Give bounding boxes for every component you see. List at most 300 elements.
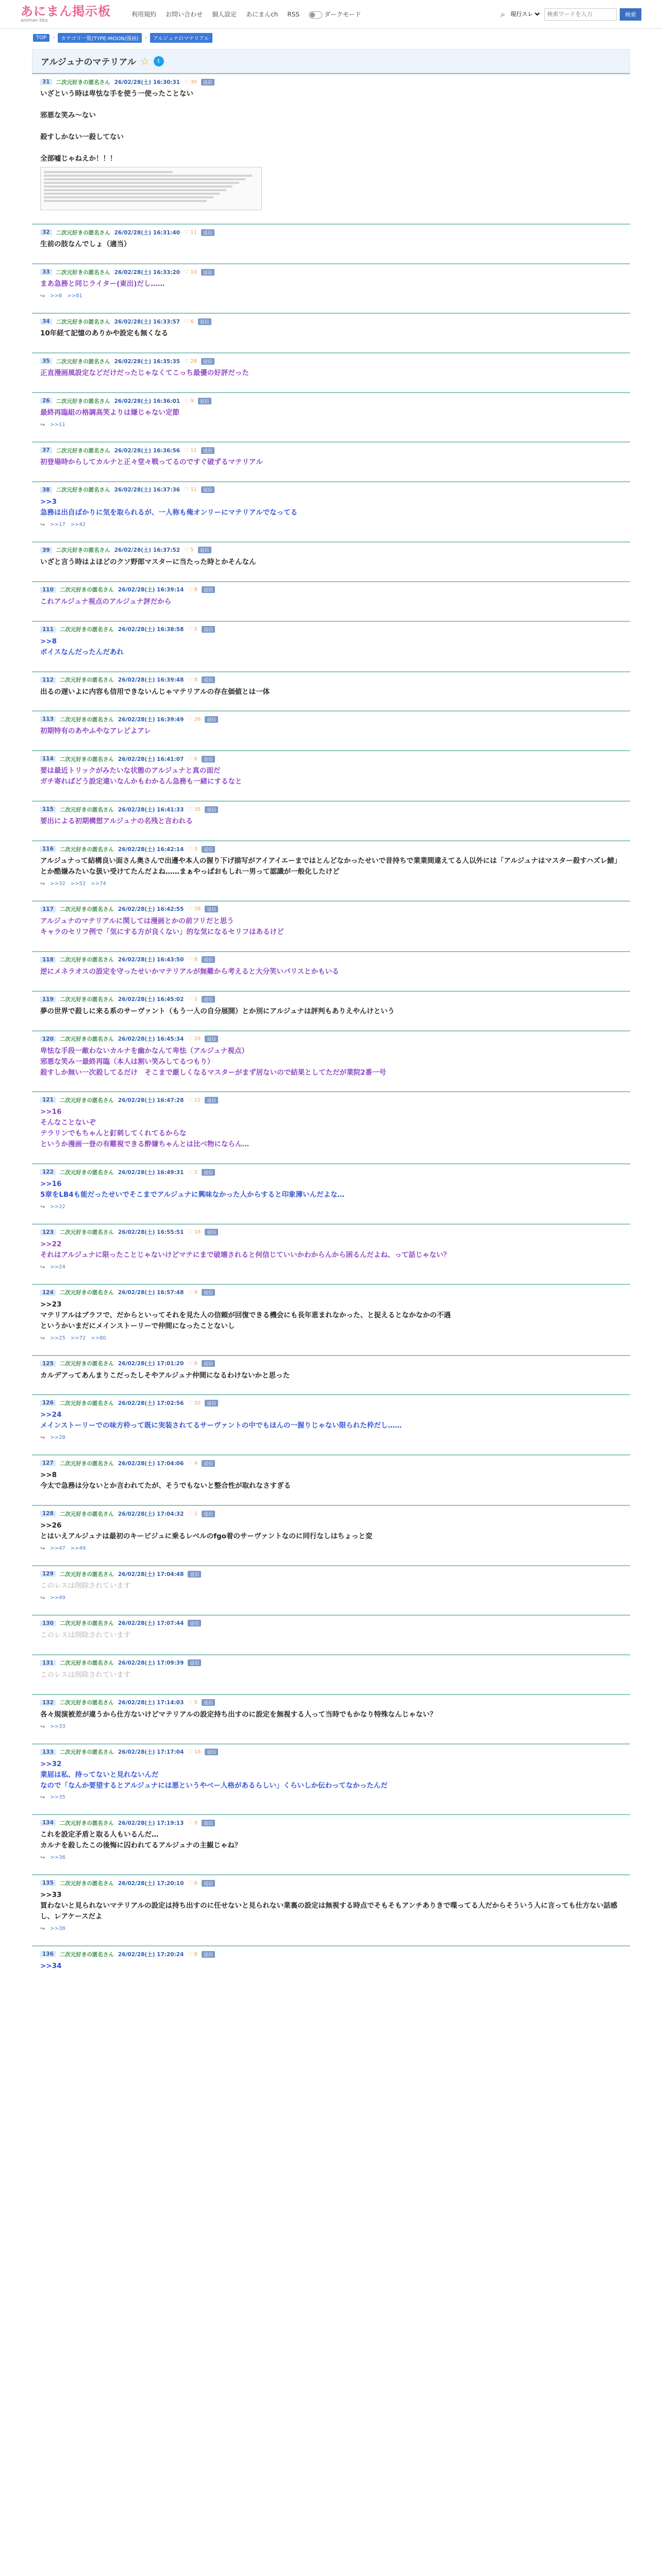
post — [32, 1284, 630, 1355]
post — [32, 1694, 630, 1743]
post-author: 二次元好きの匿名さん — [59, 1361, 114, 1367]
post-number[interactable]: 34 — [40, 318, 52, 325]
post-author: 二次元好きの匿名さん — [59, 846, 114, 853]
reply-button[interactable]: 返信 — [201, 358, 214, 365]
post-date: 26/02/28(土) 17:17:04 — [118, 1749, 184, 1756]
reply-anchor[interactable]: >>8 — [50, 293, 62, 299]
reply-button[interactable]: 返信 — [202, 1951, 215, 1958]
reply-button[interactable]: 返信 — [198, 318, 211, 325]
reply-button[interactable]: 返信 — [201, 79, 214, 86]
reply-anchor[interactable]: >>35 — [50, 1794, 65, 1801]
logo-main: あにまん掲示板 — [21, 4, 111, 19]
post-date: 26/02/28(土) 17:20:24 — [118, 1951, 184, 1958]
share-icon[interactable]: ↪ — [40, 1434, 45, 1442]
post — [32, 1355, 630, 1395]
post-replies — [40, 293, 622, 299]
breadcrumb-top[interactable]: TOP — [33, 34, 49, 42]
like-count[interactable]: ♡ 9 — [184, 398, 194, 404]
post-header — [40, 396, 622, 405]
post-spacer — [40, 1210, 622, 1219]
like-count[interactable]: ♡ 26 — [188, 716, 201, 722]
reply-button[interactable]: 返信 — [202, 676, 215, 683]
share-icon[interactable]: ↪ — [40, 1594, 45, 1601]
post-body: 出るの遅いよに内容も信用できないんじゃマテリアルの存在価値とは一体 — [40, 687, 270, 696]
breadcrumb-thread[interactable]: アルジュナのマテリアル — [150, 33, 212, 43]
post-body: 10年経て記憶のありかや設定も無くなる — [40, 329, 169, 338]
reply-anchor[interactable]: >>11 — [50, 422, 65, 428]
like-count[interactable]: ♡ 2 — [188, 1169, 197, 1175]
post-number[interactable]: 129 — [40, 1571, 56, 1577]
post-author: 二次元好きの匿名さん — [59, 806, 114, 813]
post — [32, 1091, 630, 1163]
share-icon[interactable]: ↪ — [40, 521, 45, 528]
post-header — [40, 585, 622, 595]
nav-contact[interactable]: お問い合わせ — [166, 11, 203, 18]
post-date: 26/02/28(土) 16:39:14 — [118, 587, 184, 594]
post-body: >>23 マテリアルはブラフで、だからといってそれを見た人の信頼が回復できる機会にも長年恵まれなかった、と捉えるとなかなかの不遇 というかいまだにメインストーリーで仲間になったことないし — [40, 1300, 451, 1330]
reply-button[interactable]: 返信 — [188, 1620, 201, 1626]
post-replies — [40, 1925, 622, 1932]
twitter-icon[interactable]: t — [154, 56, 164, 66]
like-count[interactable]: ♡ 4 — [188, 1460, 197, 1466]
reply-anchor[interactable]: >>22 — [50, 1204, 65, 1210]
like-count[interactable]: ♡ 5 — [184, 547, 194, 553]
post-number[interactable]: 126 — [40, 1400, 56, 1406]
reply-anchor[interactable]: >>24 — [50, 1264, 65, 1270]
post — [32, 581, 630, 621]
reply-button[interactable]: 返信 — [201, 229, 214, 236]
post-body: >>24 メインストーリーでの味方枠って既に実装されてるサーヴァントの中でもほんの一握りじゃない限られた枠だし…… — [40, 1411, 402, 1430]
share-icon[interactable]: ↪ — [40, 1263, 45, 1270]
post-replies — [40, 1434, 622, 1441]
reply-button[interactable]: 返信 — [202, 1289, 215, 1296]
post-body: 生前の肢なんでしょ（適当） — [40, 240, 131, 249]
search-scope-select[interactable] — [508, 10, 541, 18]
post-author: 二次元好きの匿名さん — [56, 229, 110, 236]
post-body: 各々規演被差が違うから仕方ないけどマテリアルの設定持ち出すのに設定を無視する人って当時でもかなり特殊なんじゃない？ — [40, 1710, 437, 1719]
post-header — [40, 1359, 622, 1368]
reply-anchor[interactable]: >>81 — [67, 293, 82, 299]
reply-anchor[interactable]: >>74 — [91, 880, 106, 887]
post — [32, 541, 630, 581]
search-button[interactable]: 検索 — [620, 8, 641, 21]
like-count[interactable]: ♡ 6 — [184, 318, 194, 325]
post-author: 二次元好きの匿名さん — [59, 1097, 114, 1104]
post-author: 二次元好きの匿名さん — [59, 1620, 114, 1627]
post-spacer — [40, 737, 622, 746]
like-count[interactable]: ♡ 35 — [188, 806, 201, 812]
like-count[interactable]: ♡ 8 — [188, 587, 197, 593]
reply-button[interactable]: 返信 — [205, 1036, 218, 1042]
reply-button[interactable]: 返信 — [202, 846, 215, 853]
post-author: 二次元好きの匿名さん — [59, 1700, 114, 1706]
like-count[interactable]: ♡ 9 — [188, 1820, 197, 1826]
post-number[interactable]: 26 — [40, 398, 52, 404]
reply-anchor[interactable]: >>36 — [50, 1855, 65, 1861]
reply-button[interactable]: 返信 — [202, 956, 215, 963]
post-author: 二次元好きの匿名さん — [59, 1169, 114, 1176]
post-author: 二次元好きの匿名さん — [59, 587, 114, 594]
post-spacer — [40, 1552, 622, 1561]
post — [32, 750, 630, 801]
post-author: 二次元好きの匿名さん — [56, 79, 110, 86]
post-number[interactable]: 128 — [40, 1511, 56, 1517]
like-count[interactable]: ♡ 11 — [184, 447, 197, 453]
post-body: 正直漫画風設定などだけだったじゃなくてこっち最優の好評だった — [40, 369, 249, 378]
post-spacer — [40, 1932, 622, 1941]
post — [32, 710, 630, 750]
post-header — [40, 1288, 622, 1297]
post-header — [40, 1748, 622, 1757]
reply-button[interactable]: 返信 — [205, 806, 218, 813]
post-author: 二次元好きの匿名さん — [59, 1951, 114, 1958]
reply-anchor[interactable]: >>49 — [70, 1546, 86, 1552]
post-header — [40, 1228, 622, 1237]
post-number[interactable]: 119 — [40, 996, 56, 1003]
share-icon[interactable]: ↪ — [40, 1925, 45, 1933]
post-spacer — [40, 1972, 622, 1981]
post-number[interactable]: 122 — [40, 1169, 56, 1175]
like-count[interactable]: ♡ 8 — [188, 957, 197, 963]
reply-button[interactable]: 返信 — [205, 1097, 218, 1104]
nav-rss[interactable]: RSS — [287, 10, 300, 18]
reply-button[interactable]: 返信 — [205, 906, 218, 912]
post-header — [40, 1658, 622, 1668]
post — [32, 1743, 630, 1815]
reply-button[interactable]: 返信 — [202, 626, 215, 633]
post-number[interactable]: 31 — [40, 79, 52, 85]
reply-button[interactable]: 返信 — [201, 269, 214, 276]
like-count[interactable]: ♡ 1 — [188, 996, 197, 1003]
post-spacer — [40, 1601, 622, 1611]
post — [32, 1814, 630, 1874]
post-number[interactable]: 121 — [40, 1097, 56, 1103]
post-author: 二次元好きの匿名さん — [56, 318, 110, 325]
search-icon: ⌕ — [501, 9, 505, 19]
post-spacer — [40, 1492, 622, 1501]
post-spacer — [40, 607, 622, 617]
post-date: 26/02/28(土) 17:04:06 — [118, 1460, 184, 1467]
reply-anchor[interactable]: >>72 — [70, 1335, 86, 1341]
reply-anchor[interactable]: >>80 — [91, 1335, 106, 1341]
post-number[interactable]: 37 — [40, 447, 52, 453]
like-count[interactable]: ♡ 5 — [188, 626, 197, 633]
like-count[interactable]: ♡ 8 — [188, 677, 197, 683]
like-count[interactable]: ♡ 11 — [184, 229, 197, 235]
post-header — [40, 317, 622, 326]
like-count[interactable]: ♡ 20 — [188, 1400, 201, 1406]
post-spacer — [40, 1681, 622, 1690]
post — [32, 1874, 630, 1945]
post — [32, 801, 630, 840]
post-spacer — [40, 787, 622, 796]
post-replies — [40, 1794, 622, 1801]
thread-title: アルジュナのマテリアル — [41, 57, 136, 67]
post-date: 26/02/28(土) 17:14:03 — [118, 1700, 184, 1706]
post-author: 二次元好きの匿名さん — [56, 487, 110, 494]
reply-button[interactable]: 返信 — [201, 447, 214, 454]
post-author: 二次元好きの匿名さん — [59, 1749, 114, 1756]
reply-button[interactable]: 返信 — [202, 1880, 215, 1887]
reply-anchor[interactable]: >>25 — [50, 1335, 65, 1341]
reply-button[interactable]: 返信 — [202, 1699, 215, 1706]
post-header — [40, 995, 622, 1004]
share-icon[interactable]: ↪ — [40, 1334, 45, 1342]
post-author: 二次元好きの匿名さん — [59, 1820, 114, 1826]
post-date: 26/02/28(土) 16:42:14 — [118, 846, 184, 853]
toggle-icon — [309, 11, 322, 19]
post-number[interactable]: 133 — [40, 1749, 56, 1755]
post-number[interactable]: 130 — [40, 1620, 56, 1626]
post — [32, 1505, 630, 1565]
post-header — [40, 1878, 622, 1888]
like-count[interactable]: ♡ 8 — [188, 1951, 197, 1957]
post-body: >>34 — [40, 1962, 62, 1971]
post-number[interactable]: 132 — [40, 1700, 56, 1706]
post-spacer — [40, 977, 622, 987]
like-count[interactable]: ♡ 28 — [184, 358, 197, 364]
post-body: いざと言う時はよほどのクソ野郎マスターに当たった時とかそんなん — [40, 557, 256, 566]
post-header — [40, 675, 622, 685]
post-number[interactable]: 118 — [40, 957, 56, 963]
share-icon[interactable]: ↪ — [40, 1203, 45, 1210]
reply-anchor[interactable]: >>42 — [70, 521, 86, 528]
post-header — [40, 955, 622, 964]
post-spacer — [40, 1441, 622, 1450]
post-number[interactable]: 110 — [40, 587, 56, 593]
like-count[interactable]: ♡ 12 — [188, 1097, 201, 1103]
post-number[interactable]: 39 — [40, 547, 52, 553]
dark-mode-toggle[interactable] — [309, 10, 361, 19]
post — [32, 73, 630, 224]
post-author: 二次元好きの匿名さん — [59, 957, 114, 963]
site-header — [0, 0, 662, 29]
reply-anchor[interactable]: >>38 — [50, 1926, 65, 1932]
post-number[interactable]: 112 — [40, 677, 56, 683]
reply-button[interactable]: 返信 — [202, 1169, 215, 1176]
reply-anchor[interactable]: >>32 — [50, 880, 65, 887]
like-count[interactable]: ♡ 3 — [188, 846, 197, 852]
post-body: >>32 業屈は私、持ってないと見れないんだ なので「なんか要望するとアルジュナには悪というやベー人格があるらしい」くらいしか伝わってなかったんだ — [40, 1759, 388, 1790]
post-header — [40, 1459, 622, 1468]
post-header — [40, 1619, 622, 1628]
post-header — [40, 1509, 622, 1518]
post-date: 26/02/28(土) 16:30:31 — [114, 79, 180, 86]
share-icon[interactable]: ↪ — [40, 1854, 45, 1861]
like-count[interactable]: ♡ 11 — [184, 487, 197, 493]
post-header — [40, 1398, 622, 1408]
post-date: 26/02/28(土) 17:07:44 — [118, 1620, 184, 1627]
post — [32, 1654, 630, 1694]
post-body: 初期特有のあやふやなアレどよアレ — [40, 727, 151, 736]
post-date: 26/02/28(土) 16:42:55 — [118, 906, 184, 913]
reply-anchor[interactable]: >>33 — [50, 1723, 65, 1730]
reply-anchor[interactable]: >>28 — [50, 1435, 65, 1441]
post-body: 卑怯な手段一敵わないカルナを幽かなんて卑怯（アルジュナ視点） 邪悪な笑み一最終再臨（本人は割い笑みしてるつもり） 殺すしか無い一次殺してるだけ そこまで厳しくなるマスターがまず居ないので結果としてただが業院2番一号 — [40, 1046, 386, 1077]
post-number[interactable]: 124 — [40, 1290, 56, 1296]
post-number[interactable]: 35 — [40, 358, 52, 364]
reply-button[interactable]: 返信 — [202, 756, 215, 762]
post-replies — [40, 1545, 622, 1552]
reply-anchor[interactable]: >>17 — [50, 521, 65, 528]
post-date: 26/02/28(土) 17:09:39 — [118, 1660, 184, 1667]
post-date: 26/02/28(土) 16:36:56 — [114, 447, 180, 454]
like-count[interactable]: ♡ 10 — [184, 269, 197, 275]
post-spacer — [40, 658, 622, 667]
like-count[interactable]: ♡ 4 — [188, 1290, 197, 1296]
post-number[interactable]: 135 — [40, 1880, 56, 1886]
post-header — [40, 1569, 622, 1579]
nav-settings[interactable]: 個人設定 — [212, 11, 237, 18]
reply-button[interactable]: 返信 — [202, 996, 215, 1003]
post-body: >>16 5章をLB4も能だったせいでそこまでアルジュナに興味なかった人からすると印象薄いんだよな… — [40, 1180, 345, 1199]
post — [32, 1615, 630, 1654]
search-input[interactable] — [544, 8, 617, 21]
reply-button[interactable]: 返信 — [202, 1511, 215, 1517]
post-header — [40, 905, 622, 914]
post-number[interactable]: 38 — [40, 487, 52, 493]
post-header — [40, 1950, 622, 1959]
post-body: このレスは削除されています — [40, 1582, 131, 1590]
post-author: 二次元好きの匿名さん — [56, 269, 110, 276]
post — [32, 1163, 630, 1224]
post-date: 26/02/28(土) 16:37:52 — [114, 547, 180, 554]
post-number[interactable]: 136 — [40, 1951, 56, 1957]
post-spacer — [40, 887, 622, 896]
post-body: >>22 それはアルジュナに限ったことじゃないけどマテにまで破壊されると何信じていいかわからんから困るんだよね、って話じゃない？ — [40, 1240, 451, 1259]
post-number[interactable]: 32 — [40, 229, 52, 235]
post-author: 二次元好きの匿名さん — [59, 1880, 114, 1887]
post-number[interactable]: 120 — [40, 1036, 56, 1042]
post-header — [40, 805, 622, 814]
post-author: 二次元好きの匿名さん — [59, 1660, 114, 1667]
reply-button[interactable]: 返信 — [201, 486, 214, 493]
like-count[interactable]: ♡ 28 — [188, 906, 201, 912]
site-logo[interactable] — [21, 5, 111, 23]
post — [32, 1394, 630, 1454]
breadcrumb-category[interactable]: カテゴリ一覧(TYPE-MOON/漫画) — [58, 33, 142, 43]
reply-button[interactable]: 返信 — [202, 1360, 215, 1367]
post-body: 逆にメネラオスの設定を守ったせいかマテリアルが無難から考えると大分笑いパリスとかもいる — [40, 967, 339, 976]
thread-container — [32, 49, 630, 1985]
post-header — [40, 546, 622, 555]
share-icon[interactable]: ↪ — [40, 1794, 45, 1801]
share-icon[interactable]: ↪ — [40, 1545, 45, 1552]
breadcrumb-separator: › — [144, 35, 147, 41]
reply-button[interactable]: 返信 — [202, 1460, 215, 1467]
top-nav — [131, 10, 361, 19]
post-author: 二次元好きの匿名さん — [59, 1511, 114, 1517]
like-count[interactable]: ♡ 30 — [184, 79, 197, 85]
post-number[interactable]: 114 — [40, 756, 56, 762]
post-number[interactable]: 117 — [40, 906, 56, 912]
post-date: 26/02/28(土) 16:43:50 — [118, 957, 184, 963]
post — [32, 442, 630, 481]
share-icon[interactable]: ↪ — [40, 421, 45, 429]
star-icon[interactable]: ☆ — [140, 55, 150, 67]
reply-anchor[interactable]: >>52 — [70, 880, 86, 887]
like-count[interactable]: ♡ 6 — [188, 1361, 197, 1367]
post-spacer — [40, 1270, 622, 1280]
post — [32, 1224, 630, 1284]
post-number[interactable]: 123 — [40, 1229, 56, 1235]
post-number[interactable]: 113 — [40, 716, 56, 722]
like-count[interactable]: ♡ 1 — [188, 1511, 197, 1517]
post-spacer — [40, 568, 622, 577]
share-icon[interactable]: ↪ — [40, 1723, 45, 1730]
post-number[interactable]: 111 — [40, 626, 56, 633]
reply-button[interactable]: 返信 — [202, 1820, 215, 1826]
post-spacer — [40, 1641, 622, 1650]
reply-button[interactable]: 返信 — [198, 398, 211, 404]
post-date: 26/02/28(土) 16:57:48 — [118, 1290, 184, 1296]
reply-anchor[interactable]: >>49 — [50, 1595, 65, 1601]
post-body: >>26 とはいえアルジュナは最初のキービジュに乗るレベルのfgo着のサーヴァントなのに同行なしはちょっと変 — [40, 1521, 373, 1541]
post-spacer — [40, 250, 622, 259]
post-number[interactable]: 127 — [40, 1460, 56, 1466]
reply-button[interactable]: 返信 — [188, 1659, 201, 1666]
like-count[interactable]: ♡ 6 — [188, 1880, 197, 1886]
post — [32, 621, 630, 671]
post-number[interactable]: 33 — [40, 269, 52, 275]
post-header — [40, 715, 622, 724]
post-body: >>3 急務は出自ばかりに気を取られるが、一人称も俺オンリーにマテリアルでなってる — [40, 497, 297, 517]
post-number[interactable]: 125 — [40, 1361, 56, 1367]
post-body: >>8 ボイスなんだったんだあれ — [40, 637, 124, 656]
post-date: 26/02/28(土) 17:04:32 — [118, 1511, 184, 1517]
nav-animanch[interactable]: あにまんch — [246, 11, 278, 18]
post-image[interactable] — [40, 167, 262, 210]
post-spacer — [40, 1017, 622, 1026]
post-date: 26/02/28(土) 16:33:57 — [114, 318, 180, 325]
post — [32, 1454, 630, 1505]
reply-anchor[interactable]: >>47 — [50, 1546, 65, 1552]
post-author: 二次元好きの匿名さん — [59, 677, 114, 684]
share-icon[interactable]: ↪ — [40, 293, 45, 300]
like-count[interactable]: ♡ 6 — [188, 756, 197, 762]
post-number[interactable]: 116 — [40, 846, 56, 852]
post-body: まあ急務と同じライター(東出)だし…… — [40, 280, 165, 289]
reply-button[interactable]: 返信 — [188, 1571, 201, 1578]
post-date: 26/02/28(土) 16:31:40 — [114, 229, 180, 236]
post — [32, 1565, 630, 1615]
share-icon[interactable]: ↪ — [40, 880, 45, 887]
like-count[interactable]: ♡ 16 — [188, 1749, 201, 1755]
post-author: 二次元好きの匿名さん — [59, 1229, 114, 1236]
post-author: 二次元好きの匿名さん — [59, 1290, 114, 1296]
post-date: 26/02/28(土) 16:55:51 — [118, 1229, 184, 1236]
post-number[interactable]: 131 — [40, 1660, 56, 1666]
post-author: 二次元好きの匿名さん — [56, 398, 110, 404]
like-count[interactable]: ♡ 5 — [188, 1700, 197, 1706]
reply-button[interactable]: 返信 — [205, 1229, 218, 1235]
post-number[interactable]: 115 — [40, 806, 56, 812]
reply-button[interactable]: 返信 — [198, 547, 211, 553]
reply-button[interactable]: 返信 — [202, 586, 215, 593]
post-list — [32, 73, 630, 1985]
post-replies — [40, 1723, 622, 1730]
like-count[interactable]: ♡ 18 — [188, 1229, 201, 1235]
reply-button[interactable]: 返信 — [205, 1400, 218, 1406]
reply-button[interactable]: 返信 — [205, 1749, 218, 1755]
post-author: 二次元好きの匿名さん — [59, 1036, 114, 1043]
post-number[interactable]: 134 — [40, 1820, 56, 1826]
post-date: 26/02/28(土) 17:04:48 — [118, 1571, 184, 1578]
nav-terms[interactable]: 利用規約 — [131, 11, 157, 18]
post-date: 26/02/28(土) 16:37:36 — [114, 487, 180, 494]
like-count[interactable]: ♡ 26 — [188, 1036, 201, 1042]
reply-button[interactable]: 返信 — [205, 716, 218, 723]
